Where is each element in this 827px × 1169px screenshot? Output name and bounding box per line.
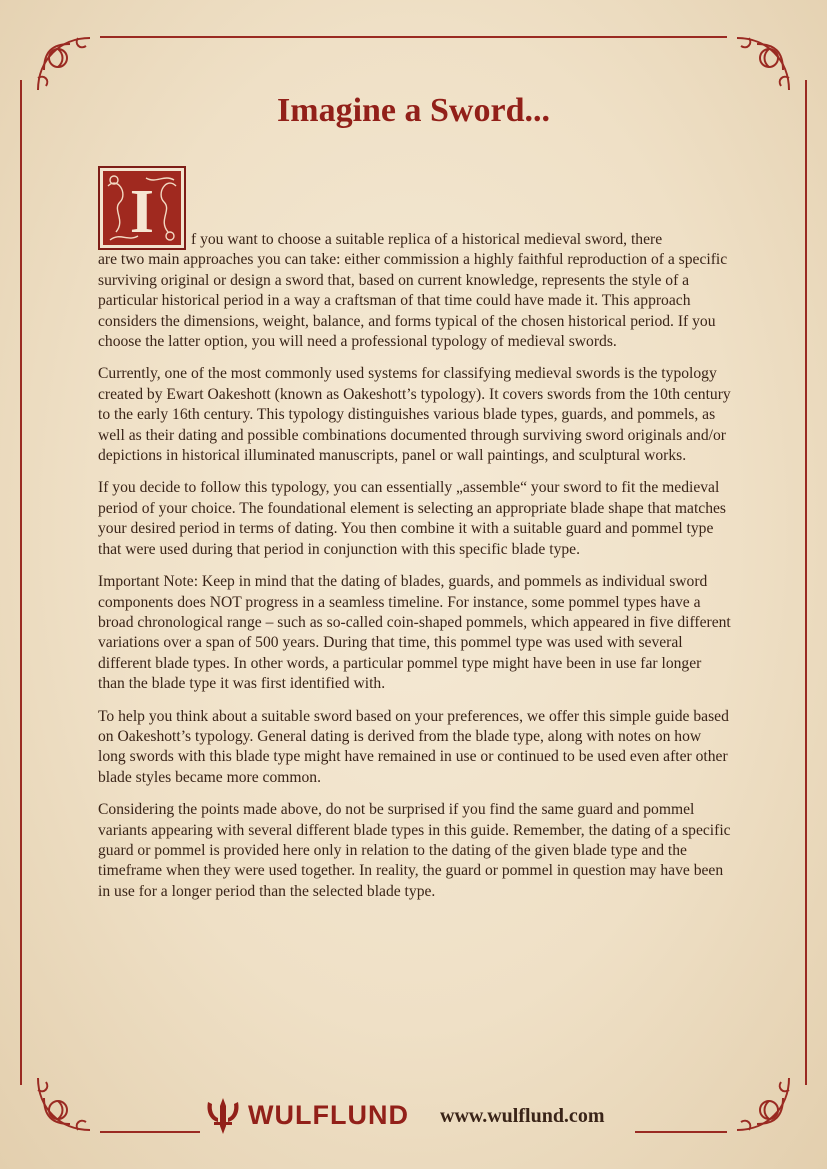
frame-top-line xyxy=(100,36,727,38)
frame-left-line xyxy=(20,80,22,1085)
dropcap-letter: I xyxy=(129,178,155,246)
corner-ornament-top-right-icon xyxy=(727,30,797,100)
corner-ornament-top-left-icon xyxy=(30,30,100,100)
page-title: Imagine a Sword... xyxy=(277,92,550,129)
body-text xyxy=(98,166,732,914)
paragraph-2: Currently, one of the most commonly used systems for classifying medieval swords is the typology created by Ewart Oakeshott (known as Oakeshott’s typology). It covers swords from the 10th century to the early 16th century. This typology distinguishes various blade types, guards, and pommels, as well as their dating and possible combinations documented through surviving sword originals and/or depictions in historical illuminated manuscripts, panel or wall paintings, and sculptural works. xyxy=(98,365,731,465)
paragraph-3: If you decide to follow this typology, you can essentially „assemble“ your sword to fit the medieval period of your choice. The foundational element is selecting an appropriate blade shape that matches your desired period in terms of dating. You then combine it with a suitable guard and pommel type that were used during that period in conjunction with this specific blade type. xyxy=(98,479,726,558)
paragraph-1-rest: are two main approaches you can take: either commission a highly faithful reproduction of a specific surviving original or design a sword that, based on current knowledge, represents the style of a particular historical period in a way a craftsman of that time could have made it. This approach considers the dimensions, weight, balance, and forms typical of the chosen historical period. If you choose the latter option, you will need a professional typology of medieval swords. xyxy=(98,251,728,351)
paragraph-4: Important Note: Keep in mind that the dating of blades, guards, and pommels as individual sword components does NOT progress in a seamless timeline. For instance, some pommel types have a broad chronological range – such as so-called coin-shaped pommels, which appeared in five different variations over a span of 500 years. During that time, this pommel type was used with several different blade types. In other words, a particular pommel type might have been in use far longer than the blade type it was first identified with. xyxy=(98,573,731,693)
frame-right-line xyxy=(805,80,807,1085)
paragraph-1-first-line: f you want to choose a suitable replica of a historical medieval sword, there xyxy=(191,231,663,248)
paragraph-6: Considering the points made above, do not be surprised if you find the same guard and pommel variants appearing with several different blade types in this guide. Remember, the dating of a specific guard or pommel is provided here only in relation to the dating of the given blade type and the timeframe when they were used together. In reality, the guard or pommel in question may have been in use for a longer period than the selected blade type. xyxy=(98,801,731,900)
wulflund-logo-icon xyxy=(202,1094,244,1136)
footer xyxy=(0,1094,827,1146)
brand-name: WULFLUND xyxy=(248,1100,409,1130)
paragraph-5: To help you think about a suitable sword based on your preferences, we offer this simple guide based on Oakeshott’s typology. General dating is derived from the blade type, along with notes on how long swords with this blade type might have remained in use or continued to be used even after other blade styles became more common. xyxy=(98,707,729,786)
paragraph-1 xyxy=(98,166,732,352)
website-link[interactable]: www.wulflund.com xyxy=(440,1105,605,1127)
illuminated-initial-icon xyxy=(98,166,186,250)
